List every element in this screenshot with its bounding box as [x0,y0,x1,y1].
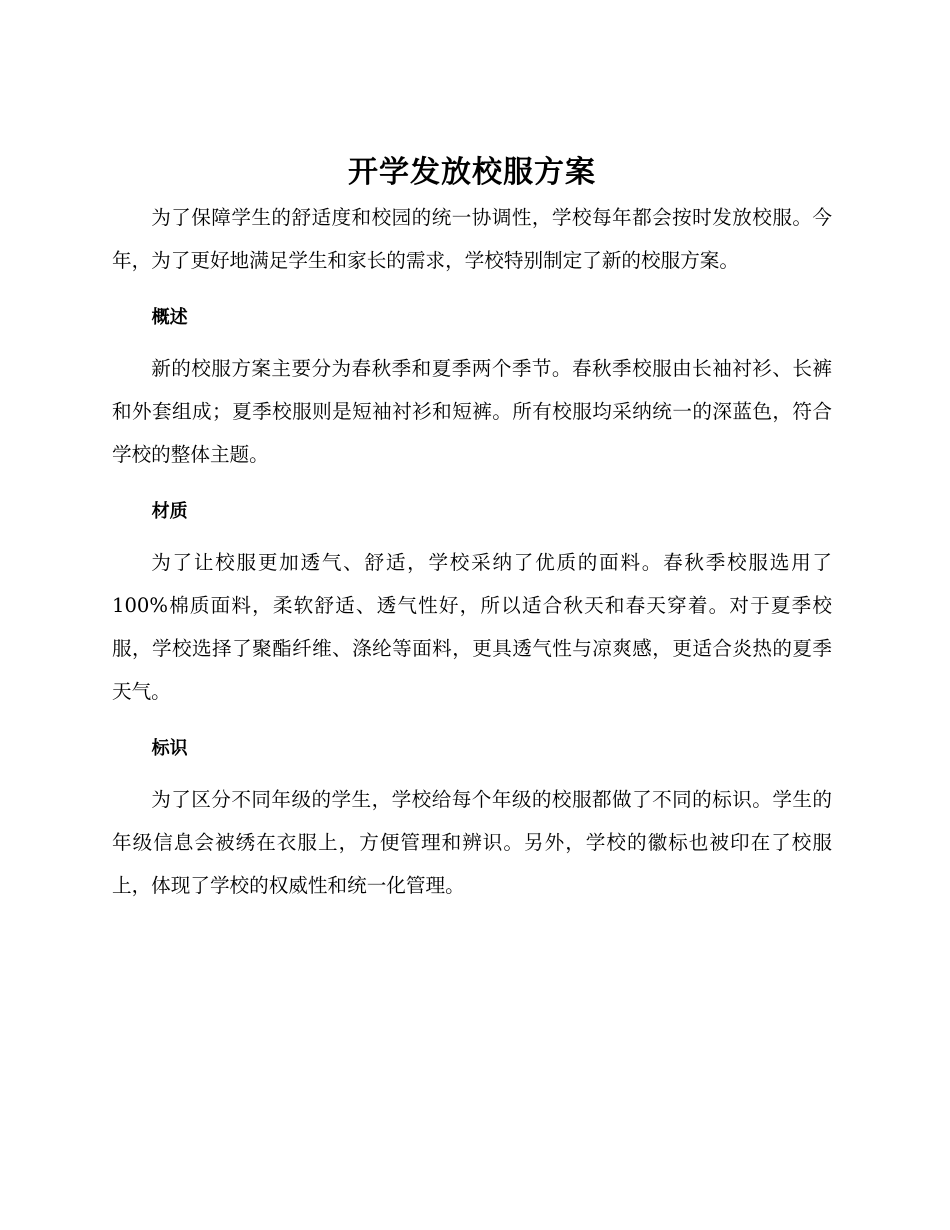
section-heading-overview: 概述 [151,307,188,328]
intro-paragraph: 为了保障学生的舒适度和校园的统一协调性，学校每年都会按时发放校服。今年，为了更好地满足学生和家长的需求，学校特别制定了新的校服方案。 [112,206,832,272]
section-heading-material: 材质 [151,501,188,522]
document-title: 开学发放校服方案 [348,155,596,190]
section-body-overview: 新的校服方案主要分为春秋季和夏季两个季节。春秋季校服由长袖衬衫、长裤和外套组成；夏季校服则是短袖衬衫和短裤。所有校服均采纳统一的深蓝色，符合学校的整体主题。 [112,357,832,466]
document-page [112,150,832,907]
section-body-identification: 为了区分不同年级的学生，学校给每个年级的校服都做了不同的标识。学生的年级信息会被绣在衣服上，方便管理和辨识。另外，学校的徽标也被印在了校服上，体现了学校的权威性和统一化管理。 [112,788,832,897]
section-heading-identification: 标识 [151,738,188,759]
section-body-material: 为了让校服更加透气、舒适，学校采纳了优质的面料。春秋季校服选用了100%棉质面料，柔软舒适、透气性好，所以适合秋天和春天穿着。对于夏季校服，学校选择了聚酯纤维、涤纶等面料，更具透气性与凉爽感，更适合炎热的夏季天气。 [112,551,832,703]
